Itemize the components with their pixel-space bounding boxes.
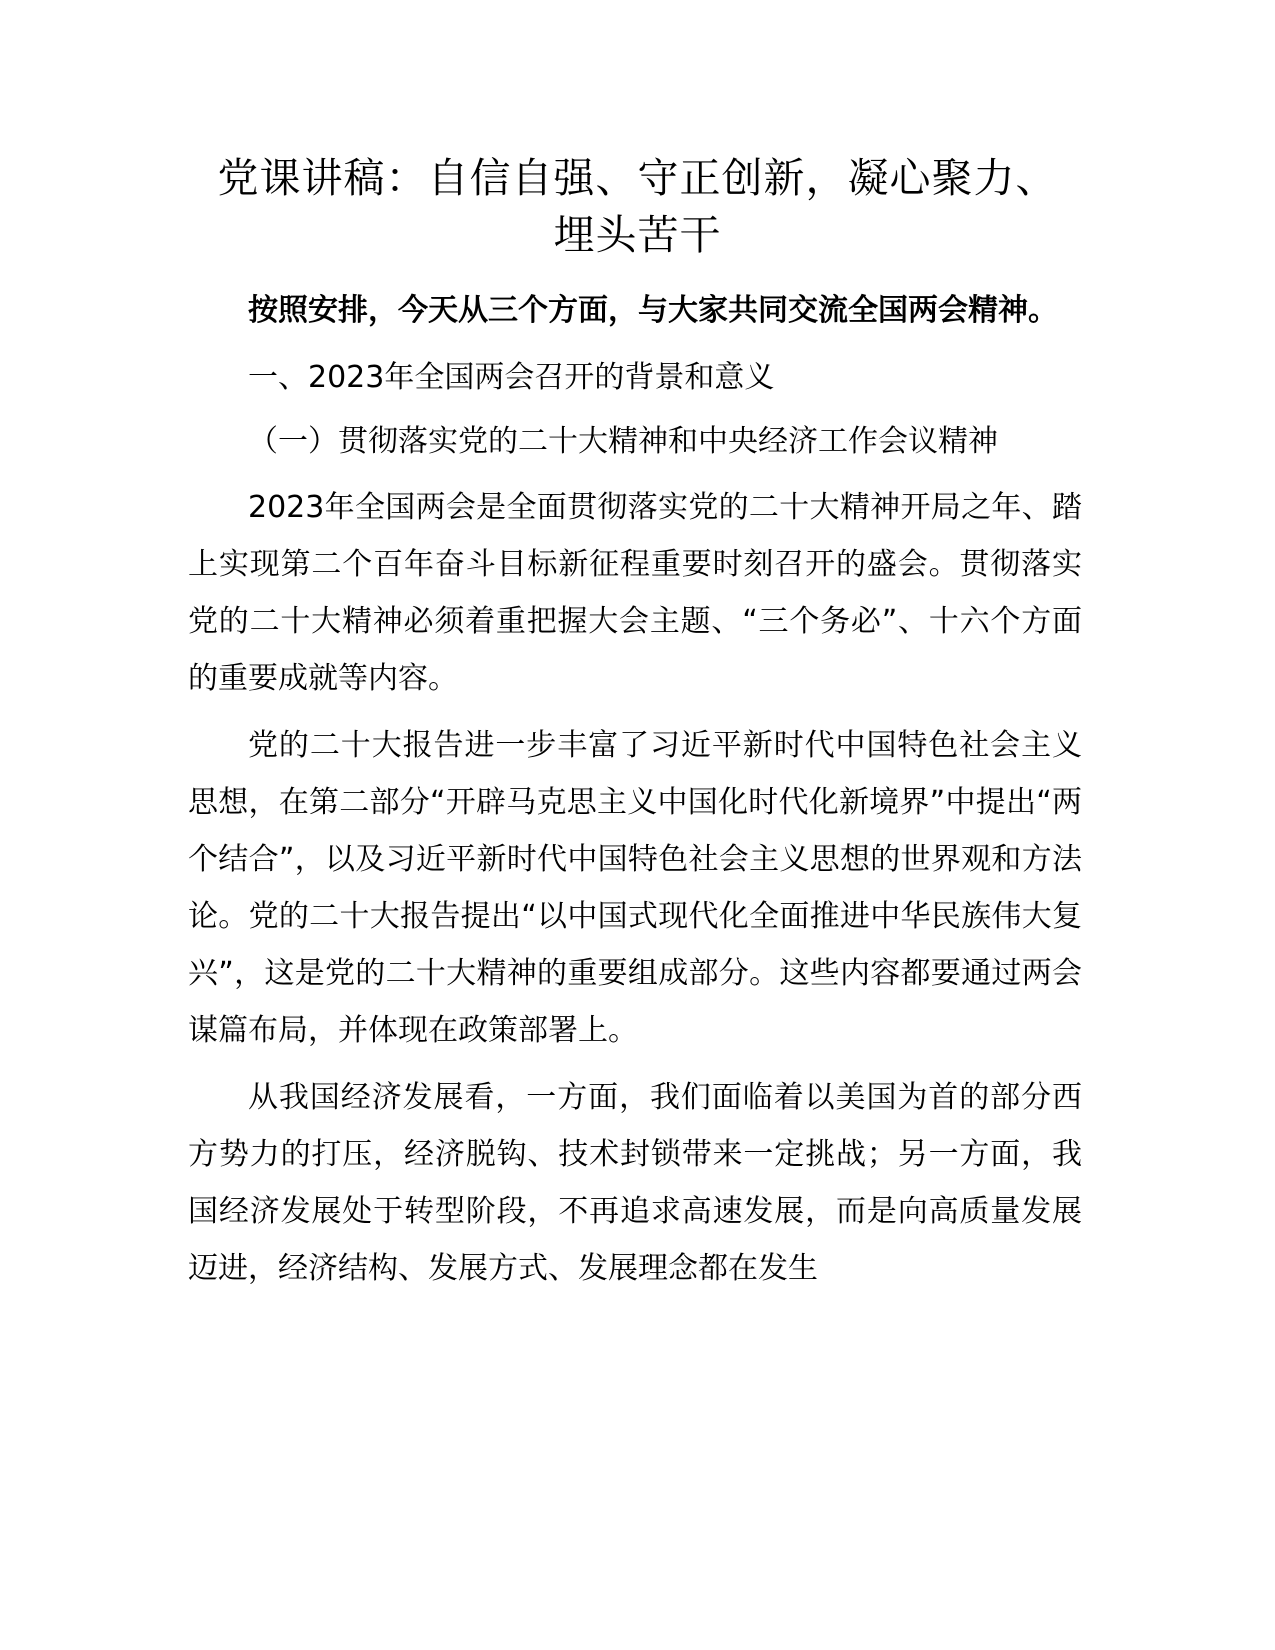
paragraph-3: 从我国经济发展看，一方面，我们面临着以美国为首的部分西方势力的打压，经济脱钩、技术封锁带来一定挑战；另一方面，我国经济发展处于转型阶段，不再追求高速发展，而是向高质量发展迈进，经济结构、发展方式、发展理念都在发生 xyxy=(188,1080,1082,1286)
title-line-2: 埋头苦干 xyxy=(553,211,722,259)
document-title xyxy=(180,150,1095,264)
title-line-1: 党课讲稿：自信自强、守正创新，凝心聚力、 xyxy=(217,154,1058,202)
document-body xyxy=(188,282,1082,1297)
intro-paragraph: 按照安排，今天从三个方面，与大家共同交流全国两会精神。 xyxy=(248,293,1058,328)
subsection-heading: （一）贯彻落实党的二十大精神和中央经济工作会议精神 xyxy=(248,424,998,459)
paragraph-1: 2023年全国两会是全面贯彻落实党的二十大精神开局之年、踏上实现第二个百年奋斗目标新征程重要时刻召开的盛会。贯彻落实党的二十大精神必须着重把握大会主题、“三个务必”、十六个方面的重要成就等内容。 xyxy=(188,490,1082,696)
paragraph-2: 党的二十大报告进一步丰富了习近平新时代中国特色社会主义思想，在第二部分“开辟马克思主义中国化时代化新境界”中提出“两个结合”，以及习近平新时代中国特色社会主义思想的世界观和方法论。党的二十大报告提出“以中国式现代化全面推进中华民族伟大复兴”，这是党的二十大精神的重要组成部分。这些内容都要通过两会谋篇布局，并体现在政策部署上。 xyxy=(188,728,1082,1048)
section-heading: 一、2023年全国两会召开的背景和意义 xyxy=(248,360,775,395)
